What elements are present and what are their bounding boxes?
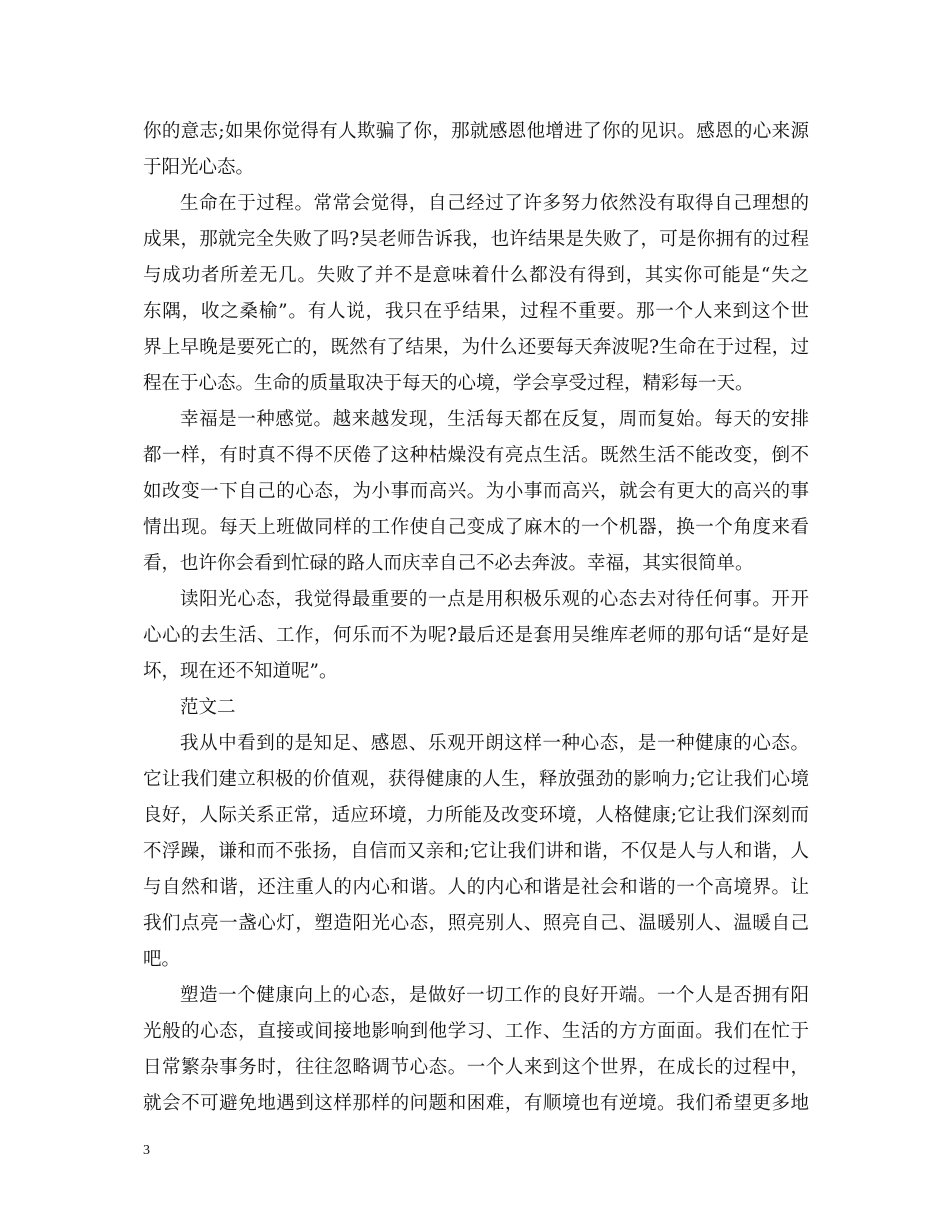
text-line: 良好，人际关系正常，适应环境，力所能及改变环境，人格健康;它让我们深刻而 <box>143 805 809 826</box>
text-line: 如改变一下自己的心态，为小事而高兴。为小事而高兴，就会有更大的高兴的事 <box>143 481 809 502</box>
text-line: 它让我们建立积极的价值观，获得健康的人生，释放强劲的影响力;它让我们心境 <box>143 769 809 790</box>
section-heading <box>143 690 809 726</box>
text-line: 我们点亮一盏心灯，塑造阳光心态，照亮别人、照亮自己、温暖别人、温暖自己 <box>143 913 809 934</box>
text-line: 日常繁杂事务时，往往忽略调节心态。一个人来到这个世界，在成长的过程中， <box>143 1057 809 1078</box>
section-heading-text: 范文二 <box>180 697 236 718</box>
paragraph-4 <box>143 582 809 690</box>
text-line: 情出现。每天上班做同样的工作使自己变成了麻木的一个机器，换一个角度来看 <box>143 517 809 538</box>
text-line: 坏，现在还不知道呢”。 <box>143 661 338 682</box>
text-line: 光般的心态，直接或间接地影响到他学习、工作、生活的方方面面。我们在忙于 <box>143 1021 809 1042</box>
text-line: 于阳光心态。 <box>143 157 255 178</box>
paragraph-1 <box>143 114 809 186</box>
text-line: 东隅，收之桑榆”。有人说，我只在乎结果，过程不重要。那一个人来到这个世 <box>143 301 809 322</box>
text-line: 界上早晚是要死亡的，既然有了结果，为什么还要每天奔波呢?生命在于过程，过 <box>143 337 809 358</box>
paragraph-3 <box>143 402 809 582</box>
text-line: 幸福是一种感觉。越来越发现，生活每天都在反复，周而复始。每天的安排 <box>180 409 809 430</box>
paragraph-6 <box>143 978 809 1122</box>
text-line: 心心的去生活、工作，何乐而不为呢?最后还是套用吴维库老师的那句话“是好是 <box>143 625 809 646</box>
text-line: 都一样，有时真不得不厌倦了这种枯燥没有亮点生活。既然生活不能改变，倒不 <box>143 445 809 466</box>
text-line: 不浮躁，谦和而不张扬，自信而又亲和;它让我们讲和谐，不仅是人与人和谐，人 <box>143 841 809 862</box>
text-line: 吧。 <box>143 949 181 970</box>
text-line: 读阳光心态，我觉得最重要的一点是用积极乐观的心态去对待任何事。开开 <box>180 589 809 610</box>
text-line: 塑造一个健康向上的心态，是做好一切工作的良好开端。一个人是否拥有阳 <box>180 985 809 1006</box>
text-line: 看，也许你会看到忙碌的路人而庆幸自己不必去奔波。幸福，其实很简单。 <box>143 553 754 574</box>
text-line: 成果，那就完全失败了吗?吴老师告诉我，也许结果是失败了，可是你拥有的过程 <box>143 229 809 250</box>
text-line: 生命在于过程。常常会觉得，自己经过了许多努力依然没有取得自己理想的 <box>180 193 809 214</box>
text-line: 我从中看到的是知足、感恩、乐观开朗这样一种心态，是一种健康的心态。 <box>180 733 809 754</box>
text-line: 你的意志;如果你觉得有人欺骗了你，那就感恩他增进了你的见识。感恩的心来源 <box>143 121 809 142</box>
paragraph-2 <box>143 186 809 402</box>
text-line: 与成功者所差无几。失败了并不是意味着什么都没有得到，其实你可能是“失之 <box>143 265 809 286</box>
text-line: 就会不可避免地遇到这样那样的问题和困难，有顺境也有逆境。我们希望更多地 <box>143 1093 809 1114</box>
text-line: 程在于心态。生命的质量取决于每天的心境，学会享受过程，精彩每一天。 <box>143 373 754 394</box>
page-number: 3 <box>143 1143 150 1158</box>
document-body <box>143 114 809 1122</box>
text-line: 与自然和谐，还注重人的内心和谐。人的内心和谐是社会和谐的一个高境界。让 <box>143 877 809 898</box>
paragraph-5 <box>143 726 809 978</box>
